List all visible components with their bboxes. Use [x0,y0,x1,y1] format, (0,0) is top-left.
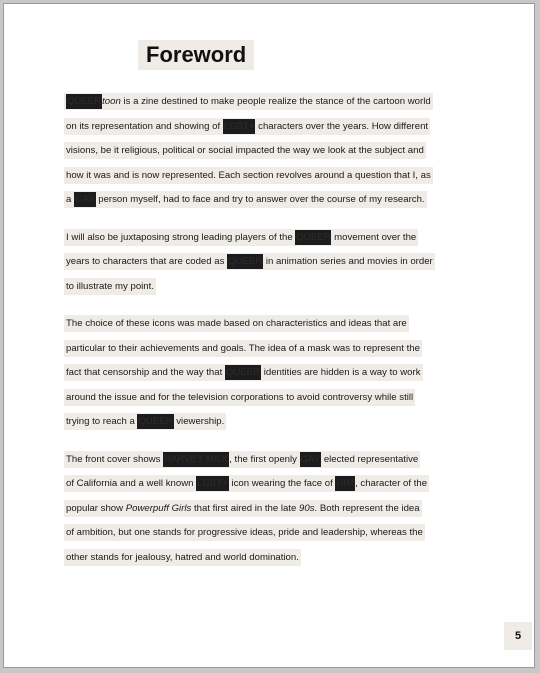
text-run: of California and a well known [66,478,197,489]
text-run: characters over the years. How different [255,120,429,132]
title-box [138,40,254,70]
text-line [64,164,484,189]
italic-text: Powerpuff Girls [125,502,192,514]
text-line [64,337,484,362]
text-run: trying to reach a [66,416,138,427]
redacted-word: QUEER [225,367,261,378]
text-run: icon wearing the face of [228,478,336,489]
text-line [64,386,484,411]
text-line [64,250,484,275]
text-line [64,497,484,522]
text-run: , character of the [355,478,428,489]
line-highlight-bg [64,475,429,492]
text-run: . Both represent the idea [314,502,420,514]
redacted-word: GAY [75,194,95,205]
line-highlight-bg [64,278,156,295]
text-line [64,312,484,337]
text-run: popular show [66,502,126,514]
text-run: a [66,194,75,205]
text-run: particular to their achievements and goals. The idea of a mask was to represent the [66,342,420,354]
line-highlight-bg [64,549,301,566]
text-run: person myself, had to face and try to answer over the course of my research. [95,194,425,205]
redacted-word: LGBT+ [223,120,255,132]
text-line [64,90,484,115]
redacted-word: HIM [336,478,355,489]
text-line [64,115,484,140]
line-highlight-bg [64,142,426,159]
line-highlight-bg [64,93,433,110]
page-number: 5 [504,622,532,650]
text-run: other stands for jealousy, hatred and world domination. [66,551,299,563]
line-highlight-bg [64,118,430,135]
line-highlight-bg [64,451,420,468]
text-run: The choice of these icons was made based on characteristics and ideas that are [66,318,407,329]
text-run: I will also be juxtaposing strong leading players of the [66,231,296,243]
text-run: to illustrate my point. [66,280,154,292]
text-run: on its representation and showing of [66,120,223,132]
text-line [64,226,484,251]
line-highlight-bg [64,340,422,357]
line-highlight-bg [64,389,415,406]
text-line [64,361,484,386]
text-line [64,139,484,164]
text-run: viewership. [173,416,225,427]
text-run: movement over the [331,231,417,243]
line-highlight-bg [64,413,226,430]
text-line [64,472,484,497]
document-page [3,3,535,668]
text-line [64,546,484,571]
text-line [64,448,484,473]
text-run: years to characters that are coded as [66,256,228,267]
text-line [64,188,484,213]
text-run: of ambition, but one stands for progressive ideas, pride and leadership, whereas the [66,527,423,538]
line-highlight-bg [64,253,435,270]
text-run: fact that censorship and the way that [66,367,225,378]
line-highlight-bg [64,500,422,517]
text-run: The front cover shows [66,453,164,465]
text-run: is a zine destined to make people realize the stance of the cartoon world [120,96,431,107]
text-run: around the issue and for the television corporations to avoid controversy while still [66,391,414,403]
text-line [64,275,484,300]
italic-text: 90s [299,502,315,514]
redacted-word: HARVEY MILK [164,453,229,465]
text-run: in animation series and movies in order [263,256,433,267]
redacted-word: QUEER [67,96,102,107]
paragraph [64,312,484,435]
text-line [64,410,484,435]
paragraph [64,226,484,300]
text-run: , the first openly [229,453,300,465]
text-line [64,521,484,546]
line-highlight-bg [64,315,409,332]
line-highlight-bg [64,167,433,184]
italic-text: toon [102,96,121,107]
paragraph [64,90,484,213]
paragraph [64,448,484,571]
text-run: elected representative [321,453,419,465]
redacted-word: QUEER [138,416,173,427]
page-title: Foreword [146,42,247,67]
text-run: identities are hidden is a way to work [261,367,421,378]
line-highlight-bg [64,524,425,541]
redacted-word: QUEER [296,231,331,243]
line-highlight-bg [64,191,427,208]
text-run: how it was and is now represented. Each section revolves around a question that I, as [66,169,431,181]
line-highlight-bg [64,229,418,246]
redacted-word: GAY [300,453,321,465]
line-highlight-bg [64,364,423,381]
redacted-word: LGBT+ [197,478,228,489]
text-run: visions, be it religious, political or social impacted the way we look at the subject and [66,145,424,156]
text-run: that first aired in the late [191,502,300,514]
body-text [64,90,484,583]
redacted-word: QUEER [228,256,263,267]
